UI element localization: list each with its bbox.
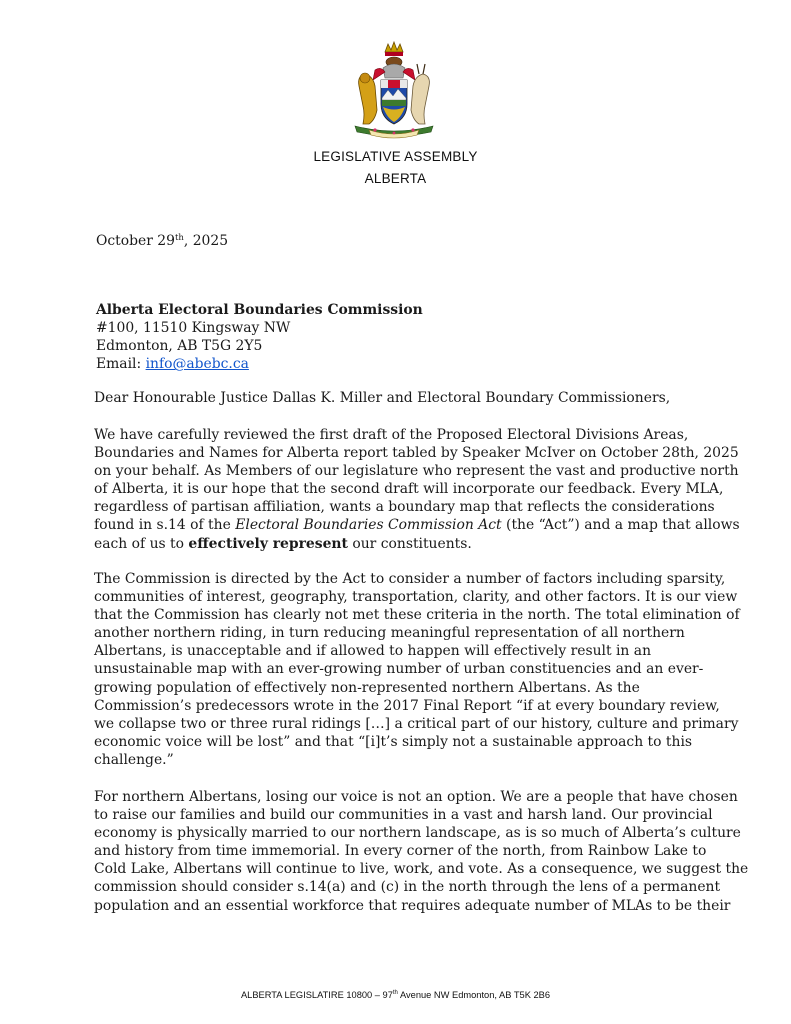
letter-date [96, 233, 228, 249]
alberta-coat-of-arms-icon [345, 40, 443, 142]
paragraph-2-line: we collapse two or three rural ridings […] a critical part of our history, culture and primary [94, 715, 739, 732]
paragraph-2-line: unsustainable map with an ever-growing number of urban constituencies and an ever- [94, 661, 704, 678]
date-year: , 2025 [183, 233, 229, 249]
email-label: Email: [96, 356, 146, 373]
paragraph-2-line: communities of interest, geography, transportation, clarity, and other factors. It is our view [94, 589, 738, 606]
date-ordinal: th [174, 233, 184, 243]
recipient-address [96, 301, 423, 373]
paragraph-3-line: and history from time immemorial. In every corner of the north, from Rainbow Lake to [94, 843, 707, 860]
letter-footer [0, 990, 791, 1000]
paragraph-1-line: regardless of partisan affiliation, wants a boundary map that reflects the considerations [94, 499, 715, 516]
text-run: our constituents. [347, 535, 472, 552]
text-run: found in s.14 of the [94, 517, 236, 534]
paragraph-1-line [94, 516, 740, 534]
salutation: Dear Honourable Justice Dallas K. Miller and Electoral Boundary Commissioners, [94, 390, 671, 406]
footer-address-end: Avenue NW Edmonton, AB T5K 2B6 [397, 990, 551, 1000]
paragraph-3-line: economy is physically married to our northern landscape, as is so much of Alberta’s culture [94, 825, 741, 842]
paragraph-3-line: commission should consider s.14(a) and (c) in the north through the lens of a permanent [94, 879, 721, 896]
paragraph-3-line: population and an essential workforce that requires adequate number of MLAs to be their [94, 897, 731, 914]
paragraph-2-line: The Commission is directed by the Act to consider a number of factors including sparsity, [94, 571, 726, 587]
recipient-email-line [96, 355, 423, 373]
paragraph-3-line: Cold Lake, Albertans will continue to live, work, and vote. As a consequence, we suggest the [94, 861, 749, 878]
paragraph-2 [94, 570, 740, 769]
date-day: October 29 [96, 233, 175, 249]
footer-address-start: ALBERTA LEGISLATIRE 10800 – 97 [240, 990, 393, 1000]
email-link[interactable]: info@abebc.ca [145, 356, 249, 373]
recipient-org: Alberta Electoral Boundaries Commission [96, 302, 423, 318]
paragraph-1-line: We have carefully reviewed the first draft of the Proposed Electoral Divisions Areas, [94, 427, 689, 443]
letterhead-title: LEGISLATIVE ASSEMBLY [313, 149, 478, 164]
paragraph-2-line: Albertans, is unacceptable and if allowed to happen will effectively result in an [94, 643, 652, 660]
paragraph-1 [94, 426, 740, 553]
paragraph-2-line: economic voice will be lost” and that “[i]t’s simply not a sustainable approach to this [94, 733, 693, 750]
paragraph-2-line: growing population of effectively non-represented northern Albertans. As the [94, 679, 640, 696]
paragraph-3-line: to raise our families and build our communities in a vast and harsh land. Our provincial [94, 807, 713, 824]
act-title: Electoral Boundaries Commission Act [235, 517, 502, 534]
letterhead-subtitle: ALBERTA [364, 171, 427, 186]
recipient-city: Edmonton, AB T5G 2Y5 [96, 338, 263, 355]
paragraph-1-line [94, 535, 734, 553]
recipient-street: #100, 11510 Kingsway NW [96, 320, 291, 337]
paragraph-3 [94, 788, 749, 915]
footer-ordinal: th [392, 990, 398, 996]
paragraph-1-line: Boundaries and Names for Alberta report tabled by Speaker McIver on October 28th, 2025 [94, 445, 739, 462]
paragraph-2-line: that the Commission has clearly not met these criteria in the north. The total elimination of [94, 607, 740, 624]
paragraph-2-line: challenge.” [94, 751, 174, 768]
text-run: (the “Act”) and a map that allows [501, 517, 740, 534]
emphasis-text: effectively represent [188, 535, 348, 552]
paragraph-2-line: another northern riding, in turn reducing meaningful representation of all northern [94, 625, 685, 642]
paragraph-1-line: of Alberta, it is our hope that the second draft will incorporate our feedback. Every MLA, [94, 481, 724, 498]
paragraph-2-line: Commission’s predecessors wrote in the 2017 Final Report “if at every boundary review, [94, 697, 720, 714]
paragraph-3-line: For northern Albertans, losing our voice is not an option. We are a people that have chosen [94, 789, 738, 805]
paragraph-1-line: on your behalf. As Members of our legislature who represent the vast and productive north [94, 463, 739, 480]
text-run: each of us to [94, 535, 189, 552]
